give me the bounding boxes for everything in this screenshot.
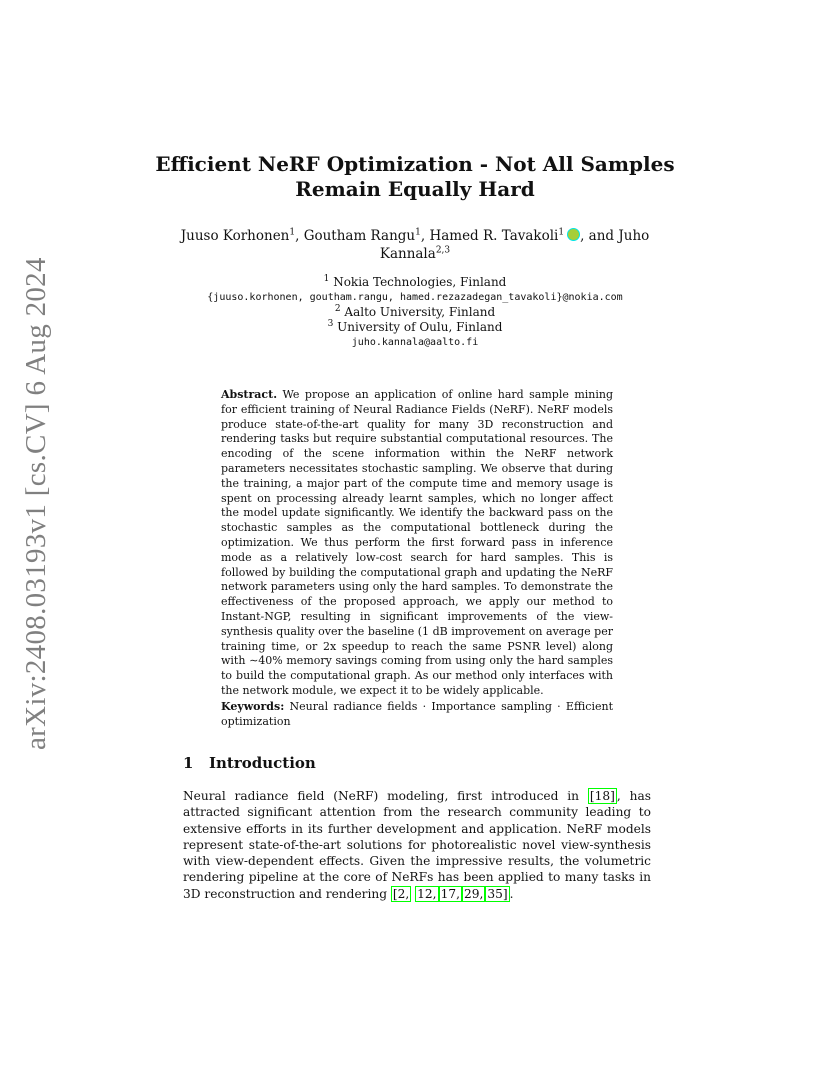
author-name: Juuso Korhonen	[180, 228, 290, 244]
paper-title	[150, 152, 680, 202]
arxiv-stamp: arXiv:2408.03193v1 [cs.CV] 6 Aug 2024	[20, 257, 52, 750]
author-name: Kannala	[379, 246, 436, 262]
abstract-text: We propose an application of online hard sample mining for efficient training of Neural Radiance Fields (NeRF). NeRF models produce state-of-the-art quality for many 3D reconstruction and rendering tasks but require substantial computational resources. The encoding of the scene information within the NeRF network parameters necessitates stochastic sampling. We observe that during the training, a major part of the compute time and memory usage is spent on processing already learnt samples, which no longer affect the model update significantly. We identify the backward pass on the stochastic samples as the computational bottleneck during the optimization. We thus perform the first forward pass in inference mode as a relatively low-cost search for hard samples. This is followed by building the computational graph and updating the NeRF network parameters using only the hard samples. To demonstrate the effectiveness of the proposed approach, we apply our method to Instant-NGP, resulting in significant improvements of the view-synthesis quality over the baseline (1 dB improvement on average per training time, or 2x speedup to reach the same PSNR level) along with ∼40% memory savings coming from using only the hard samples to build the computational graph. As our method only interfaces with the network module, we expect it to be widely applicable.	[221, 388, 614, 697]
affiliation-2	[130, 305, 700, 320]
citation-link[interactable]: 17,	[440, 886, 460, 901]
author-affil-mark: 2,3	[435, 245, 451, 256]
keywords	[221, 700, 613, 730]
section-number: 1	[183, 754, 194, 772]
citation-link[interactable]: 35]	[487, 886, 508, 901]
author-name: , Hamed R. Tavakoli	[420, 228, 559, 244]
affil-number: 1	[323, 274, 330, 284]
keywords-label: Keywords:	[221, 700, 285, 713]
author-affil-mark: 1	[558, 227, 565, 238]
affiliation-3	[130, 320, 700, 335]
title-line-2: Remain Equally Hard	[295, 177, 535, 201]
abstract-label: Abstract.	[221, 388, 278, 401]
affil-number: 3	[327, 319, 334, 329]
affil-text: Nokia Technologies, Finland	[333, 275, 507, 289]
author-affil-mark: 1	[415, 227, 421, 238]
author-affil-mark: 1	[289, 227, 296, 238]
body-text: Neural radiance field (NeRF) modeling, first introduced in	[183, 789, 588, 803]
email-aalto: juho.kannala@aalto.fi	[351, 337, 479, 348]
section-heading	[183, 754, 651, 772]
citation-link[interactable]: [18]	[589, 789, 615, 803]
author-name: , and Juho	[580, 228, 650, 244]
citation-link[interactable]: [2,	[392, 886, 410, 901]
title-line-1: Efficient NeRF Optimization - Not All Samples	[155, 152, 675, 176]
keywords-text: Neural radiance fields · Importance sampling · Efficient optimization	[221, 700, 613, 728]
section-title: Introduction	[209, 754, 316, 772]
intro-paragraph	[183, 788, 651, 902]
body-text: , has attracted significant attention from the research community leading to extensive efforts in its further development and application. NeRF models represent state-of-the-art solutions for photorealistic novel view-synthesis with view-dependent effects. Given the impressive results, the volumetric rendering pipeline at the core of NeRFs has been applied to many tasks in 3D reconstruction and rendering	[183, 789, 651, 901]
author-name: , Goutham Rangu	[295, 228, 416, 244]
affiliations	[130, 275, 700, 350]
citation-link[interactable]: 12,	[417, 886, 437, 901]
affiliation-1	[130, 275, 700, 290]
email-nokia: {juuso.korhonen, goutham.rangu, hamed.rezazadegan_tavakoli}@nokia.com	[207, 292, 623, 303]
affil-text: Aalto University, Finland	[344, 305, 496, 319]
author-list	[180, 227, 650, 263]
orcid-icon[interactable]	[567, 228, 580, 241]
abstract	[221, 388, 613, 699]
affil-text: University of Oulu, Finland	[337, 320, 503, 334]
body-text: .	[509, 886, 514, 901]
affil-number: 2	[334, 304, 341, 314]
citation-link[interactable]: 29,	[463, 886, 484, 901]
